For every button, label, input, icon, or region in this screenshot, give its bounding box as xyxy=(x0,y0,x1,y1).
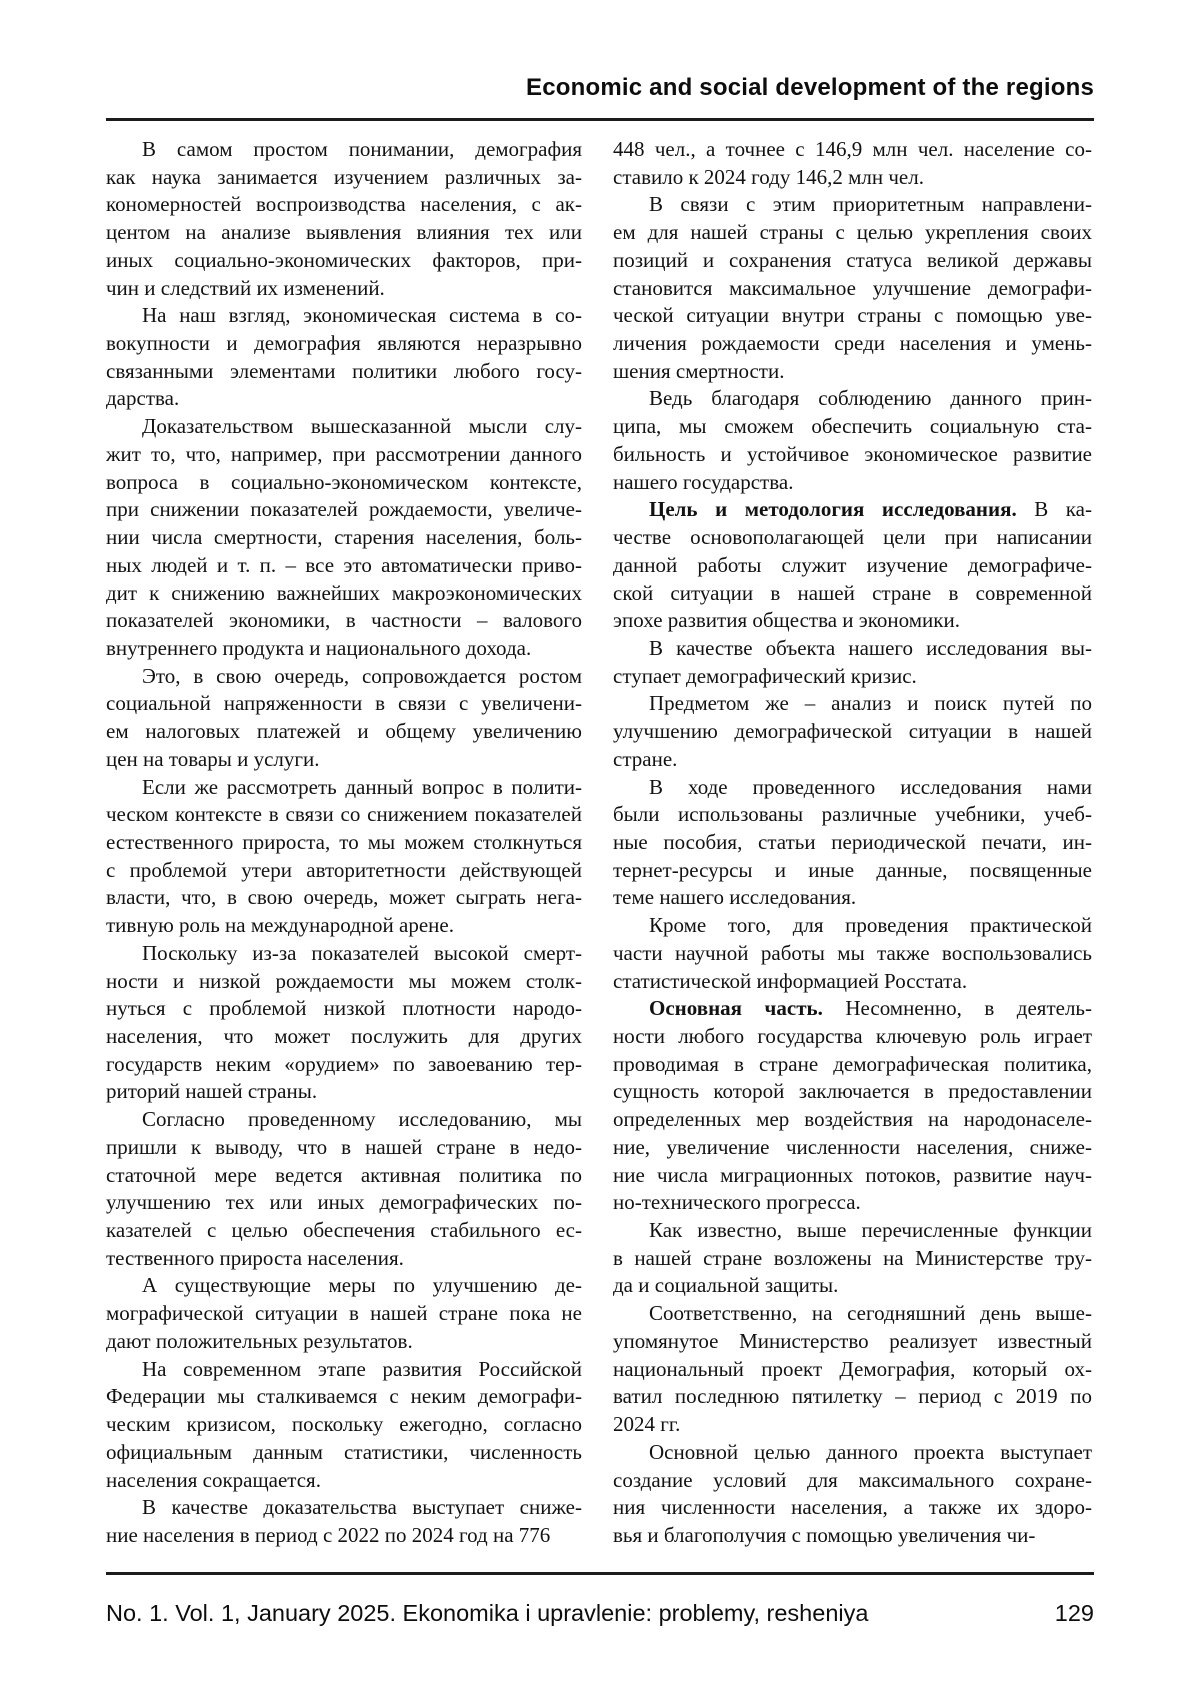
text-line: проводимая в стране демографическая политика, xyxy=(613,1051,1092,1076)
text-line: В ходе проведенного исследования нами xyxy=(649,774,1092,799)
text-line: Если же рассмотреть данный вопрос в полити- xyxy=(142,774,582,799)
text-line: ности любого государства ключевую роль играет xyxy=(613,1024,1092,1048)
header-rule xyxy=(106,118,1094,121)
text-line: цен на товары и услуги. xyxy=(106,746,320,771)
text-line: 448 чел., а точнее с 146,9 млн чел. население со- xyxy=(613,137,1092,161)
paragraph xyxy=(106,774,582,940)
text-line: с проблемой утери авторитетности действующей xyxy=(106,857,582,882)
text-line: Это, в свою очередь, сопровождается ростом xyxy=(142,663,582,688)
text-line: становится максимальное улучшение демографи- xyxy=(613,275,1092,300)
text-line: создание условий для максимального сохране- xyxy=(613,1467,1092,1492)
paragraph xyxy=(106,1356,582,1495)
paragraph xyxy=(613,385,1092,496)
text-line: ния численности населения, а также их здоро- xyxy=(613,1495,1092,1520)
text-line: нуться с проблемой низкой плотности народо- xyxy=(106,996,582,1021)
text-line: В качестве объекта нашего исследования вы- xyxy=(649,635,1092,660)
text-line: нашего государства. xyxy=(613,469,794,494)
text-line: части научной работы мы также воспользовались xyxy=(613,940,1092,965)
section-heading: Цель и методология исследования. xyxy=(649,497,1017,522)
text-line: официальным данным статистики, численность xyxy=(106,1439,582,1464)
text-line: нии числа смертности, старения населения, боль- xyxy=(106,525,582,550)
paragraph xyxy=(106,940,582,1106)
text-line: тивную роль на международной арене. xyxy=(106,913,454,938)
text-line: стране. xyxy=(613,746,678,771)
text-line: естественного прироста, то мы можем столкнуться xyxy=(106,829,582,854)
text-line: Кроме того, для проведения практической xyxy=(649,913,1092,938)
text-line: ческом контексте в связи со снижением показателей xyxy=(106,802,582,827)
text-line: центом на анализе выявления влияния тех или xyxy=(106,220,582,245)
text-line: кономерностей воспроизводства населения, с ак- xyxy=(106,192,582,217)
text-line: теме нашего исследования. xyxy=(613,885,857,910)
paragraph xyxy=(613,635,1092,690)
text-line: государств неким «орудием» по завоеванию тер- xyxy=(106,1051,582,1076)
text-line: честве основополагающей цели при написании xyxy=(613,525,1092,550)
text-line: Основной целью данного проекта выступает xyxy=(649,1439,1092,1464)
text-line: упомянутое Министерство реализует известный xyxy=(613,1328,1092,1353)
paragraph xyxy=(106,413,582,662)
text-line: власти, что, в свою очередь, может сыграть нега- xyxy=(106,885,582,910)
text-line: шения смертности. xyxy=(613,358,785,383)
text-line: внутреннего продукта и национального дохода. xyxy=(106,635,532,660)
right-column xyxy=(613,136,1092,1550)
paragraph xyxy=(613,496,1092,635)
text-line: эпохе развития общества и экономики. xyxy=(613,608,960,633)
text-line: определенных мер воздействия на народонаселе- xyxy=(613,1107,1092,1132)
paragraph xyxy=(106,1272,582,1355)
text-line: В связи с этим приоритетным направлени- xyxy=(649,192,1092,217)
text-line: бильность и устойчивое экономическое развитие xyxy=(613,441,1092,466)
paragraph xyxy=(613,191,1092,385)
text-line: ных людей и т. п. – все это автоматически приво- xyxy=(106,552,582,577)
text-line: показателей экономики, в частности – валового xyxy=(106,608,582,633)
text-line: иных социально-экономических факторов, при- xyxy=(106,247,582,272)
text-line: социальной напряженности в связи с увеличени- xyxy=(106,691,582,716)
text-line: тественного прироста населения. xyxy=(106,1245,404,1270)
text-line: ем налоговых платежей и общему увеличению xyxy=(106,719,582,744)
paragraph xyxy=(613,995,1092,1217)
paragraph xyxy=(613,690,1092,773)
text-line: Поскольку из-за показателей высокой смерт- xyxy=(142,940,582,965)
text-line: На наш взгляд, экономическая система в со- xyxy=(142,303,582,328)
text-line: населения, что может послужить для других xyxy=(106,1024,582,1048)
text-line: ние населения в период с 2022 по 2024 год на 776 xyxy=(106,1522,551,1547)
text-line: ческой ситуации внутри страны с помощью уве- xyxy=(613,303,1092,328)
text-line: улучшению демографической ситуации в нашей xyxy=(613,719,1092,744)
running-head: Economic and social development of the regions xyxy=(526,74,1094,101)
text-line: Предметом же – анализ и поиск путей по xyxy=(649,691,1092,716)
text-line: ние, увеличение численности населения, сниже- xyxy=(613,1134,1092,1159)
text-line: В качестве доказательства выступает сниже- xyxy=(142,1495,582,1520)
text-line: чин и следствий их изменений. xyxy=(106,275,385,300)
section-heading: Основная часть. xyxy=(649,996,823,1021)
paragraph xyxy=(106,663,582,774)
paragraph xyxy=(106,302,582,413)
text-line: ской ситуации в нашей стране в современной xyxy=(613,580,1092,605)
text-line: В самом простом понимании, демография xyxy=(142,137,582,161)
text-line: пришли к выводу, что в нашей стране в недо- xyxy=(106,1134,582,1159)
text-line: сущность которой заключается в предоставлении xyxy=(613,1079,1092,1104)
paragraph xyxy=(106,136,582,302)
text-line: Цель и методология исследования. В ка- xyxy=(649,497,1092,522)
text-line: вья и благополучия с помощью увеличения чи- xyxy=(613,1522,1036,1547)
text-line: данной работы служит изучение демографиче- xyxy=(613,552,1092,577)
paragraph xyxy=(613,912,1092,995)
paragraph xyxy=(613,136,1092,191)
text-line: но-технического прогресса. xyxy=(613,1190,861,1215)
text-line: Как известно, выше перечисленные функции xyxy=(649,1218,1092,1243)
text-line: Соответственно, на сегодняшний день выше- xyxy=(649,1301,1092,1326)
text-line: ципа, мы сможем обеспечить социальную ста- xyxy=(613,414,1092,439)
text-line: жит то, что, например, при рассмотрении данного xyxy=(106,441,582,466)
text-line: 2024 гг. xyxy=(613,1412,681,1437)
text-line: мографической ситуации в нашей стране пока не xyxy=(106,1301,582,1326)
text-line: ческим кризисом, поскольку ежегодно, согласно xyxy=(106,1412,582,1437)
text-line: Основная часть. Несомненно, в деятель- xyxy=(649,996,1092,1021)
text-line: дарства. xyxy=(106,386,180,411)
text-line: улучшению тех или иных демографических по- xyxy=(106,1190,582,1215)
text-line: Ведь благодаря соблюдению данного прин- xyxy=(649,386,1092,411)
text-line: ступает демографический кризис. xyxy=(613,663,917,688)
paragraph xyxy=(613,1300,1092,1439)
text-line: На современном этапе развития Российской xyxy=(142,1356,582,1381)
text-line: Согласно проведенному исследованию, мы xyxy=(142,1107,582,1132)
left-column xyxy=(106,136,582,1550)
text-line: вопроса в социально-экономическом контексте, xyxy=(106,469,582,494)
text-line: риторий нашей страны. xyxy=(106,1079,318,1104)
text-line: ставило к 2024 году 146,2 млн чел. xyxy=(613,164,924,189)
paragraph xyxy=(613,1439,1092,1550)
text-line: вокупности и демография являются неразрывно xyxy=(106,331,582,356)
text-line: ем для нашей страны с целью укрепления своих xyxy=(613,220,1092,245)
footer-citation: No. 1. Vol. 1, January 2025. Ekonomika i upravlenie: problemy, resheniya xyxy=(106,1600,869,1626)
paragraph xyxy=(613,774,1092,913)
footer xyxy=(106,1600,1094,1627)
text-line: ние числа миграционных потоков, развитие науч- xyxy=(613,1162,1092,1187)
footer-rule xyxy=(106,1572,1094,1575)
paragraph xyxy=(106,1106,582,1272)
text-line: статочной мере ведется активная политика по xyxy=(106,1162,582,1187)
text-line: как наука занимается изучением различных за- xyxy=(106,164,582,189)
text-line: ватил последнюю пятилетку – период с 2019 по xyxy=(613,1384,1092,1409)
text-line: личения рождаемости среди населения и умень- xyxy=(613,331,1092,356)
text-line: позиций и сохранения статуса великой державы xyxy=(613,247,1092,272)
text-line: дит к снижению важнейших макроэкономических xyxy=(106,580,582,605)
text-line: связанными элементами политики любого госу- xyxy=(106,358,582,383)
text-line: статистической информацией Росстата. xyxy=(613,968,968,993)
paragraph xyxy=(613,1217,1092,1300)
text-line: А существующие меры по улучшению де- xyxy=(142,1273,582,1298)
text-line: были использованы различные учебники, учеб- xyxy=(613,802,1092,827)
text-line: Доказательством вышесказанной мысли слу- xyxy=(142,414,582,439)
text-line: национальный проект Демография, который ох- xyxy=(613,1356,1092,1381)
text-line: населения сокращается. xyxy=(106,1467,321,1492)
text-line: да и социальной защиты. xyxy=(613,1273,839,1298)
text-line: дают положительных результатов. xyxy=(106,1328,413,1353)
text-line: ности и низкой рождаемости мы можем столк- xyxy=(106,968,582,993)
text-line: в нашей стране возложены на Министерстве тру- xyxy=(613,1245,1092,1270)
text-line: Федерации мы сталкиваемся с неким демографи- xyxy=(106,1384,582,1409)
text-line: казателей с целью обеспечения стабильного ес- xyxy=(106,1218,582,1243)
footer-page-number: 129 xyxy=(1054,1600,1094,1626)
text-line: ные пособия, статьи периодической печати, ин- xyxy=(613,829,1092,854)
paragraph xyxy=(106,1494,582,1549)
text-line: тернет-ресурсы и иные данные, посвященные xyxy=(613,857,1092,882)
text-line: при снижении показателей рождаемости, увеличе- xyxy=(106,497,582,522)
